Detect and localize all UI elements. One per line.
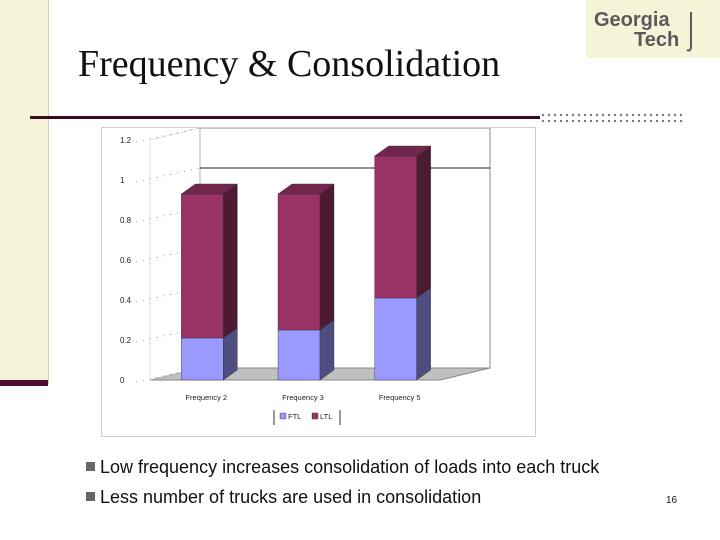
left-decor-band [0,0,49,384]
y-tick-label: 0.8 [120,216,132,225]
slide-title: Frequency & Consolidation [78,43,501,85]
georgia-tech-logo [592,8,700,52]
bar-ftl-front [375,298,417,380]
bar-ftl-side [417,288,431,380]
y-gridline-dotted [136,168,200,182]
bullet-item [86,486,599,516]
frequency-costs-chart [102,128,535,436]
bullet-square-icon [86,462,95,471]
bar-ltl-front [278,194,320,330]
y-tick-label: 1.2 [120,136,132,145]
x-category-label: Frequency 3 [282,393,324,402]
legend-swatch-ftl [280,413,286,419]
bar-ltl-side [417,146,431,298]
bullet-text: Less number of trucks are used in consolidation [100,487,482,507]
bar-ltl-front [181,194,223,338]
logo-line-2: Tech [634,29,680,51]
logo-line-1: Georgia [594,9,670,31]
bullet-square-icon [86,492,95,501]
bar-ftl-front [181,338,223,380]
legend-label-ftl: FTL [288,412,302,421]
bar-ftl-front [278,330,320,380]
y-tick-label: 0 [120,376,125,385]
y-tick-label: 1 [120,176,125,185]
logo-mark-icon [686,12,696,52]
bullet-text: Low frequency increases consolidation of loads into each truck [100,457,600,477]
chart-panel [101,127,536,437]
bullet-item [86,456,599,486]
y-tick-label: 0.2 [120,336,132,345]
bullet-list [86,456,599,516]
bar-ltl-front [375,156,417,298]
x-category-label: Frequency 5 [378,393,421,402]
x-category-label: Frequency 2 [185,393,228,402]
y-tick-label: 0.4 [120,296,132,305]
bar-ltl-side [320,184,334,330]
chart-back-wall [200,128,490,368]
bar-ltl-side [223,184,237,338]
page-number: 16 [666,495,678,506]
bar-ftl-side [320,320,334,380]
title-rule [30,116,540,119]
legend-swatch-ltl [312,413,318,419]
y-tick-label: 0.6 [120,256,132,265]
legend-label-ltl: LTL [320,412,333,421]
title-rule-dots [540,112,684,124]
left-accent-bar [0,380,48,386]
